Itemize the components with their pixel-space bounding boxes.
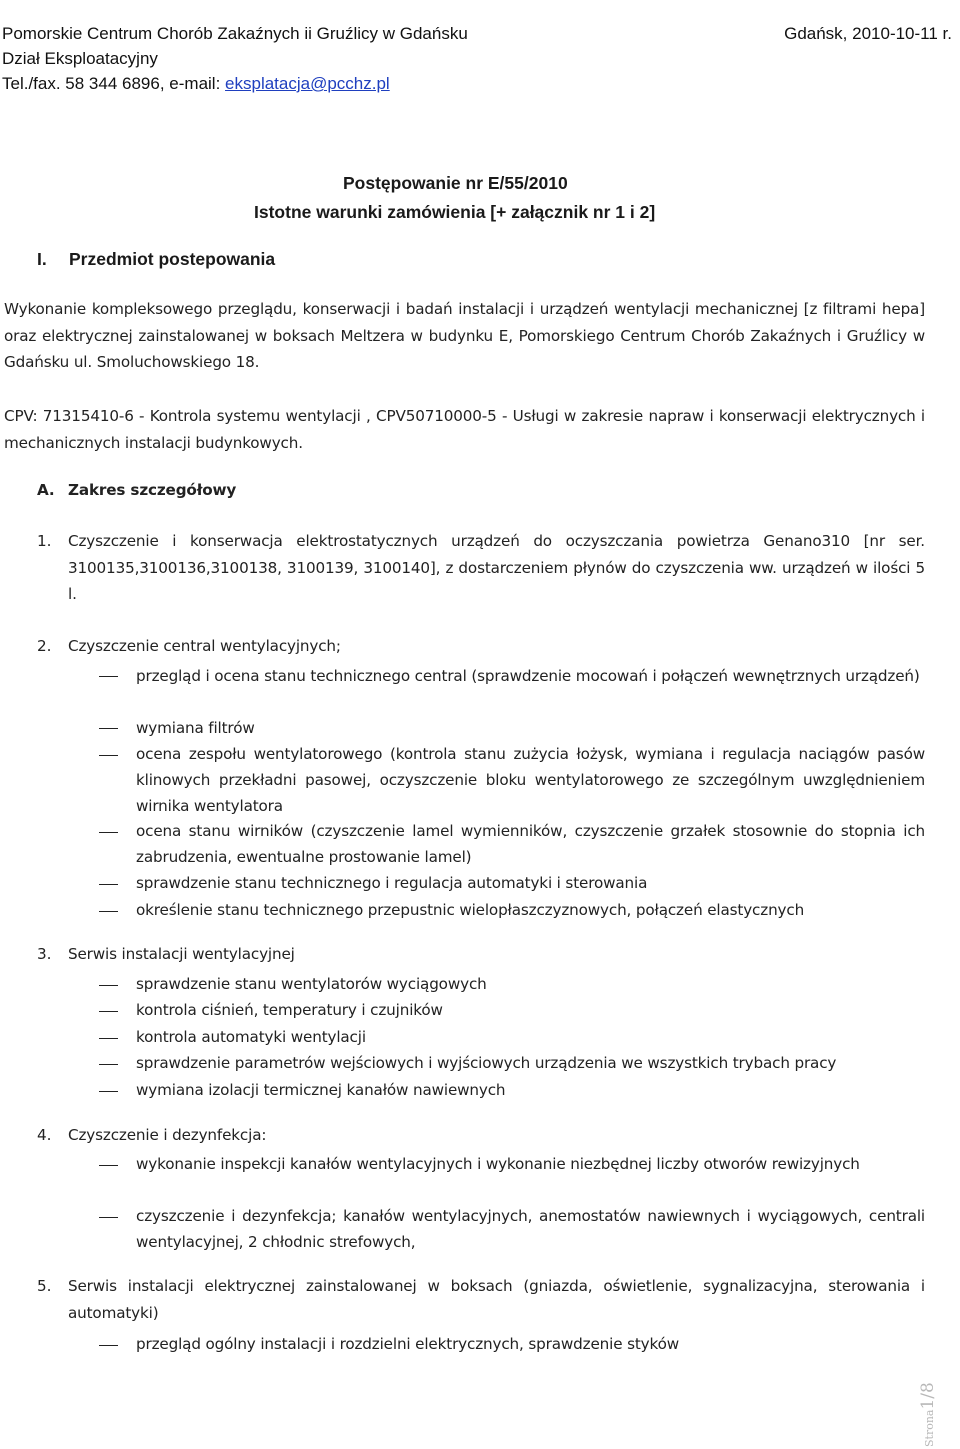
list-item: sprawdzenie stanu wentylatorów wyciągowych: [136, 975, 487, 993]
list-item: ocena zespołu wentylatorowego (kontrola stanu zużycia łożysk, wymiana i regulacja naciągów pasów klinowych przekładni pasowej, oczyszczenie bloku wentylatorowego ze szczególnym uwzględnieniem wirnika wentylatora: [136, 745, 925, 815]
section-heading: Przedmiot postepowania: [69, 249, 276, 269]
dash-bullet-icon: [99, 1011, 118, 1012]
page-number-mark: [918, 1345, 960, 1449]
org-contact: [2, 72, 390, 95]
list-item: wykonanie inspekcji kanałów wentylacyjnych i wykonanie niezbędnej liczby otworów rewizyjnych: [136, 1155, 860, 1173]
list-item: sprawdzenie parametrów wejściowych i wyjściowych urządzenia we wszystkich trybach pracy: [136, 1054, 837, 1072]
item-text: Czyszczenie i konserwacja elektrostatycznych urządzeń do oczyszczania powietrza Genano310 [nr ser. 3100135,3100136,3100138, 3100139, 3100140], z dostarczeniem płynów do czyszczenia ww. urządzeń w ilości 5 l.: [68, 532, 925, 603]
item-number: 3.: [37, 945, 52, 963]
item-text: Czyszczenie i dezynfekcja:: [68, 1126, 267, 1144]
dash-bullet-icon: [99, 1091, 118, 1092]
intro-paragraph: Wykonanie kompleksowego przeglądu, konserwacji i badań instalacji i urządzeń wentylacji mechanicznej [z filtrami hepa] oraz elektrycznej zainstalowanej w boksach Meltzera w budynku E, Pomorskiego Centrum Chorób Zakaźnych i Gruźlicy w Gdańsku ul. Smoluchowskiego 18.: [4, 300, 925, 371]
org-name: Pomorskie Centrum Chorób Zakaźnych ii Gruźlicy w Gdańsku: [2, 24, 468, 43]
dash-bullet-icon: [99, 728, 118, 729]
item-number: 4.: [37, 1126, 52, 1144]
list-item: określenie stanu technicznego przepustnic wielopłaszczyznowych, połączeń elastycznych: [136, 901, 805, 919]
dash-bullet-icon: [99, 676, 118, 677]
list-item: kontrola ciśnień, temperatury i czujników: [136, 1001, 443, 1019]
list-item: kontrola automatyki wentylacji: [136, 1028, 366, 1046]
list-item: sprawdzenie stanu technicznego i regulacja automatyki i sterowania: [136, 874, 648, 892]
scope-heading: Zakres szczegółowy: [68, 481, 237, 499]
org-department: Dział Eksploatacyjny: [2, 49, 158, 68]
dash-bullet-icon: [99, 985, 118, 986]
scope-letter: A.: [37, 481, 55, 499]
page-label: Strona: [923, 1409, 936, 1447]
cpv-paragraph: CPV: 71315410-6 - Kontrola systemu wentylacji , CPV50710000-5 - Usługi w zakresie napraw i konserwacji elektrycznych i mechanicznych instalacji budynkowych.: [4, 407, 925, 452]
item-number: 1.: [37, 532, 52, 550]
list-item: wymiana filtrów: [136, 719, 255, 737]
dash-bullet-icon: [99, 1064, 118, 1065]
dash-bullet-icon: [99, 1038, 118, 1039]
item-text: Czyszczenie central wentylacyjnych;: [68, 637, 341, 655]
item-text: Serwis instalacji wentylacyjnej: [68, 945, 295, 963]
list-item: wymiana izolacji termicznej kanałów nawiewnych: [136, 1081, 506, 1099]
email-link[interactable]: eksplatacja@pcchz.pl: [225, 74, 390, 93]
item-number: 2.: [37, 637, 52, 655]
dash-bullet-icon: [99, 755, 118, 756]
document-title: Istotne warunki zamówienia [+ załącznik nr 1 i 2]: [254, 202, 656, 222]
place-date: Gdańsk, 2010-10-11 r.: [784, 24, 952, 43]
procedure-number: Postępowanie nr E/55/2010: [343, 173, 568, 193]
dash-bullet-icon: [99, 911, 118, 912]
page-number: [918, 1382, 938, 1447]
dash-bullet-icon: [99, 1345, 118, 1346]
dash-bullet-icon: [99, 1217, 118, 1218]
item-text: Serwis instalacji elektrycznej zainstalowanej w boksach (gniazda, oświetlenie, sygnalizacyjna, sterowania i automatyki): [68, 1277, 925, 1322]
dash-bullet-icon: [99, 832, 118, 833]
page-count: 1/8: [918, 1382, 938, 1410]
contact-phone: Tel./fax. 58 344 6896, e-mail:: [2, 74, 226, 93]
section-roman-number: I.: [37, 249, 47, 269]
list-item: przegląd ogólny instalacji i rozdzielni elektrycznych, sprawdzenie styków: [136, 1335, 680, 1353]
dash-bullet-icon: [99, 1165, 118, 1166]
list-item: ocena stanu wirników (czyszczenie lamel wymienników, czyszczenie grzałek stosownie do stopnia ich zabrudzenia, ewentualne prostowanie lamel): [136, 822, 925, 866]
dash-bullet-icon: [99, 884, 118, 885]
list-item: przegląd i ocena stanu technicznego central (sprawdzenie mocowań i połączeń wewnętrznych urządzeń): [136, 667, 920, 685]
item-number: 5.: [37, 1277, 52, 1295]
list-item: czyszczenie i dezynfekcja; kanałów wentylacyjnych, anemostatów nawiewnych i wyciągowych, centrali wentylacyjnej, 2 chłodnic strefowych,: [136, 1207, 925, 1251]
